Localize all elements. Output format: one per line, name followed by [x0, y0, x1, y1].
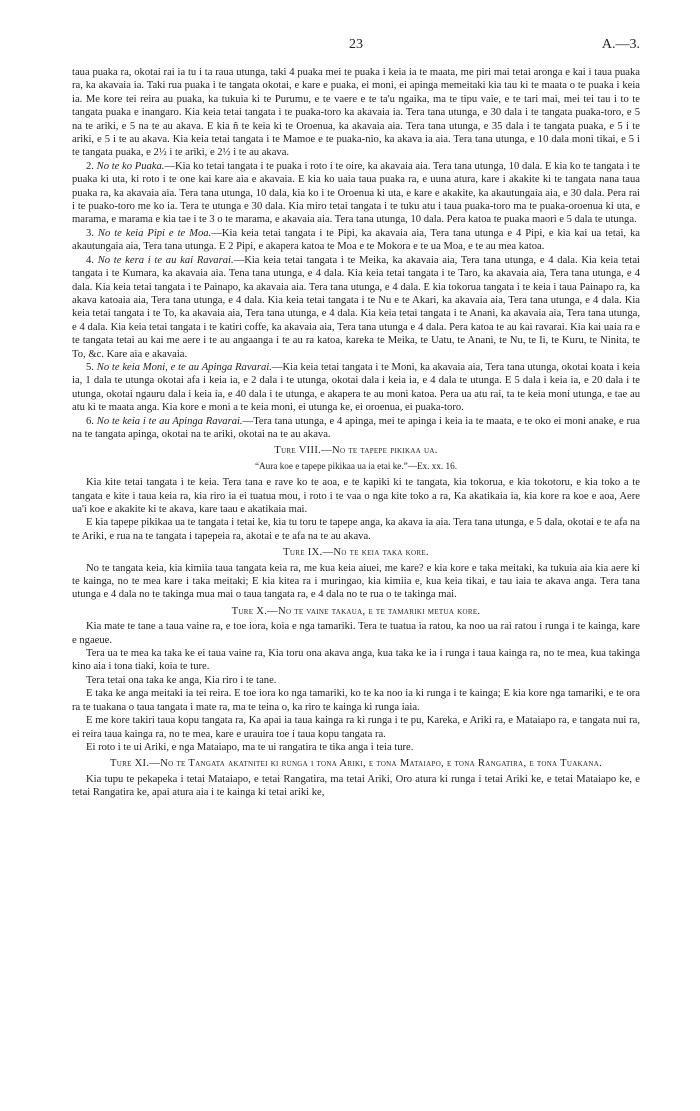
- paragraph: [72, 160, 640, 227]
- document-code: A.—3.: [601, 37, 640, 52]
- rule-heading: [72, 444, 640, 457]
- paragraph: [72, 66, 640, 160]
- paragraph: [72, 415, 640, 442]
- paragraph-text: 6.: [86, 415, 97, 427]
- page-number: 23: [349, 37, 363, 52]
- section-title: No te ko Puaka.: [96, 160, 165, 172]
- paragraph-text: taua puaka ra, okotai rai ia tu i ta raua utunga, taki 4 puaka mei te puaka i keia ia te maata, me piri mai tetai aronga e kai i taua puaka ra, ka akavaia ia. Taki rua puaka i te tangata okotai, e kare e puaka, ei moni, ei apinga memeitaki kia tau ki te maata o te puaka i keia ia. Me kore tei reira au puaka, ka tukuia ki te Purumu, e te vaere e te ta'u ngaika, ma te tipu vaie, e te tari mai, mei tei tau i to te tangata puaka e inangaro. Kia keia tetai tangata i te puaka-toro ka akavaia ia. Tera tana utunga, e 30 dala i te tangata puaka-toro, e 5 na te ariki, e 5 na te au akava. E kia ñ te keia ki te Oroenua, ka akavaia aia. Tera tana utunga, e 35 dala i te tangata puaka, e 5 i te ariki, e 5 i te au akava. Kia keia tetai tangata i te Mamoe e te puaka-nio, ka akava ia aia. Tera tana utunga, e 10 dala moni tikai, e 5 i te tangata puaka, e 2½ i te ariki, e 2½ i te au akava.: [72, 67, 640, 159]
- paragraph: [72, 476, 640, 516]
- paragraph: [72, 647, 640, 674]
- section-title: No te keia Pipi e te Moa.: [97, 227, 212, 239]
- paragraph-text: —Kia keia tetai tangata i te Pipi, ka akavaia aia, Tera tana utunga e 4 Pipi, e kia kai ua tetai, ka akautungaia aia, Tera tana utunga. E 2 Pipi, e akapera katoa te Moa e te Mokora e te ua Moa, e te au mea katoa.: [72, 227, 641, 253]
- paragraph: [72, 620, 640, 647]
- paragraph: [72, 562, 640, 602]
- paragraph-text: 2.: [86, 160, 97, 172]
- paragraph: [72, 254, 640, 361]
- paragraph-text: Kia mate te tane a taua vaine ra, e toe iora, koia e nga tamariki. Tera te tuatua ia ratou, ka noo ua rai ratou i runga i te kainga, kare e ngaeue.: [72, 621, 640, 646]
- paragraph: [72, 674, 640, 687]
- paragraph-text: —Kia keia tetai tangata i te Moni, ka akavaia aia, Tera tana utunga, okotai koata i keia ia, 1 dala te utunga okotai afa i keia ia, e 2 dala i te utunga, okotai dala i keia ia, e 4 dala te utunga. E 5 dala i keia ia, e 20 dala i te utunga, okotai ngauru dala i keia ia, e 40 dala i te utunga, e akapera te au moni katoa. Pera ua atu rai, ta te keia moni utunga, e tae au atu ki te maata anga. Kia kore e moni a te keia moni, ei utunga ke, ei oroenua, ei puaka-toro.: [72, 361, 641, 414]
- paragraph: [72, 741, 640, 754]
- section-title: No te kera i te au kai Ravarai.: [97, 254, 234, 266]
- paragraph-text: —Tera tana utunga, e 4 apinga, mei te apinga i keia ia te maata, e te oko ei moni anake, e rua na te tangata apinga, okotai na te ariki, okotai na te au akava.: [72, 415, 641, 440]
- rule-heading-text: Ture VIII.—No te tapepe pikikaa ua.: [274, 445, 438, 457]
- paragraph: [72, 773, 640, 800]
- scripture-quote: “Aura koe e tapepe pikikaa ua ia etai ke.”—Ex. xx. 16.: [254, 460, 458, 471]
- paragraph-text: 5.: [86, 361, 97, 373]
- paragraph-text: 4.: [86, 254, 98, 266]
- paragraph-text: No te tangata keia, kia kimiia taua tangata keia ra, me kua keia aiuei, me kare? e kia kore e taka meitaki, ka tukuia aia kia aere ki te kainga, no te mea kare i taka meitaki; E kia kitea ra i muringao, kia kimiia e, kua keia tikai, e tau iaia te akava anga. Tera tana utunga e 4 dala no te takinga mua mai o taua tangata ra, e 4 dala no te rua o te takinga mai.: [72, 562, 640, 601]
- rule-heading: [72, 757, 640, 770]
- paragraph-text: —Kia ko tetai tangata i te puaka i roto i te oire, ka akavaia aia. Tera tana utunga, 10 dala. E kia ko te tangata i te puaka ki uta, ki roto i te one kai kare aia e akavaia. E kia ko uaia taua puaka ra, e uuna atura, kare i akakite ki te tangata nana taua puaka ra, ka akavaia aia. Tera tana utunga, 10 dala, kia ko i te Oroenua ki uta, e kare e akakite, ka akautungaia aia, e 30 dala. Pera rai i te puako-toro me ko ia. Tera te utunga e 30 dala. Kia miro tetai tangata i te tuku atu i taua puaka-toro ma te puaka-oroenua ki uta, e marama, e marama e kia tae i te 3 o te marama, e akavaia aia. Tera tana utunga, 10 dala. Pera katoa te puaka maori e 5 dala te utunga.: [72, 160, 640, 226]
- page-header: [72, 38, 640, 58]
- section-title: No te keia i te au Apinga Ravarai.: [96, 415, 243, 427]
- paragraph-text: Tera ua te mea ka taka ke ei taua vaine ra, Kia toru ona akava anga, kua taka ke ia i runga i taua kainga ra, no te mea, kua takinga kino aia i tona tiaki, koia te ture.: [72, 648, 640, 673]
- paragraph: [72, 361, 640, 415]
- paragraph-text: Ei roto i te ui Ariki, e nga Mataiapo, ma te ui rangatira te tika anga i teia ture.: [86, 741, 414, 753]
- paragraph-text: Tera tetai ona taka ke anga, Kia riro i te tane.: [86, 674, 277, 686]
- paragraph-text: E taka ke anga meitaki ia tei reira. E toe iora ko nga tamariki, ko te ka noo ia ki runga i te kainga; E kia kore nga tamariki, e te ora ra te tuakana o taua tangata i mate ra, ma te teina o, ka riro te kainga ki runga iaia.: [72, 688, 640, 713]
- paragraph-text: —Kia keia tetai tangata i te Meika, ka akavaia aia, Tera tana utunga, e 4 dala. Kia keia tetai tangata i te Kumara, ka akavaia aia. Tena tana utunga, e 4 dala. Kia keia tetai tangata i te Taro, ka akavaia aia, Tera tana utunga, e 4 dala. Kia keia tetai tangata i te Painapo, ka akavaia aia. Tera tana utunga, e 4 dala. E kia tokorua tangata i te keia i taua Painapo ra, ka akava katoaia aia, Tera tana utunga, e 4 dala. Kia keia tetai tangata i te Nu e te Akari, ka akavaia aia, Tera tana utunga, e 4 dala. Kia keia tetai tangata i te To, ka akavaia aia, Tera tana utunga, e 4 dala. Kia keia tetai tangata i te Anani, ka akavaia aia, Tera tana utunga, e 4 dala. Kia keia tetai tangata i te katiri coffe, ka akavaia aia, Tera tana utunga e 4 dala. Pera katoa te au kai ravarai. Kia kai uaia ra e te tangata tetai au kai me aere i te au angaanga i te au ra katoa, kareka te Meika, te Uatu, te Anani, te Nu, te Ii, te Kuru, te Ninita, te To, &c. Kare aia e akavaia.: [72, 254, 640, 360]
- rule-heading: [72, 605, 640, 618]
- paragraph: [72, 227, 640, 254]
- paragraph-text: Kia kite tetai tangata i te keia. Tera tana e rave ko te aoa, e te kapiki ki te tangata, kia tokorua, e kia tokotoru, e kia toko a te tangata e kite i taua keia ra, kia riro ia ei tuatua mou, i roto i te vaa o nga kite toko a ra, Ka akatikaia ia, kia kore ra koe e aoa, Aere ua'i koe e akakite ki te akava, kare taau e akatikaia mai.: [72, 477, 640, 515]
- paragraph: [72, 516, 640, 543]
- rule-heading-text: Ture X.—No te vaine takaua, e te tamariki metua kore.: [231, 605, 481, 617]
- paragraph-text: E kia tapepe pikikaa ua te tangata i tetai ke, kia tu toru te tapepe anga, ka akava ia aia. Tera tana utunga, e 5 dala, okotai e te afa na te Ariki, e rua na te tangata i tapepeia ra, akotai e te afa na te au akava.: [72, 517, 640, 542]
- paragraph: [72, 714, 640, 741]
- rule-heading: [72, 546, 640, 559]
- rule-heading-text: Ture IX.—No te keia taka kore.: [283, 547, 429, 559]
- rule-heading-text: Ture XI.—No te Tangata akatnitei ki runga i tona Ariki, e tona Mataiapo, e tona Rangatira, e tona Tuakana.: [109, 758, 603, 770]
- paragraph: [72, 687, 640, 714]
- document-body: [72, 66, 640, 800]
- paragraph-text: 3.: [86, 227, 98, 239]
- paragraph-text: Kia tupu te pekapeka i tetai Mataiapo, e tetai Rangatira, ma tetai Ariki, Oro atura ki runga i tetai Ariki ke, e tetai Mataiapo ke, e tetai Rangatira ke, apai atura aia i te kainga ki tetai ariki ke,: [72, 773, 640, 799]
- paragraph-text: E me kore takiri taua kopu tangata ra, Ka apai ia taua kainga ra ki runga i te pu, Kareka, e Ariki ra, e Mataiapo ra, e tangata nui ra, ei reira taua kainga ra, no te mea, kare e urauira toe i taua kopu tangata ra.: [72, 715, 640, 740]
- section-title: No te keia Moni, e te au Apinga Ravarai.: [96, 361, 272, 373]
